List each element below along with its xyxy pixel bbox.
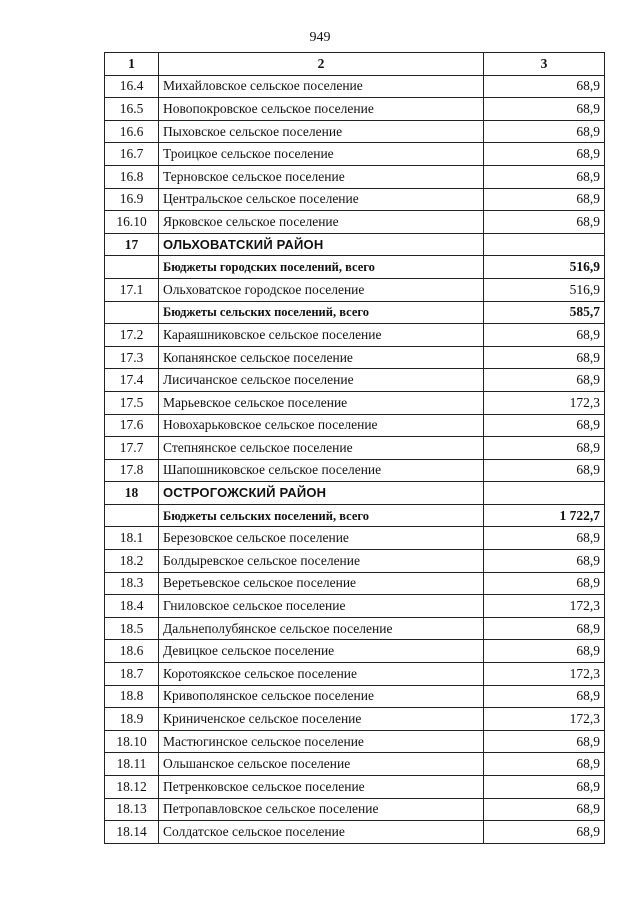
row-number: 18.9 — [105, 708, 159, 731]
row-number: 16.8 — [105, 165, 159, 188]
table-row — [105, 437, 605, 460]
total-row — [105, 256, 605, 279]
row-number: 18.3 — [105, 572, 159, 595]
row-name: Коротоякское сельское поселение — [159, 663, 484, 686]
table-row — [105, 572, 605, 595]
row-number: 18.1 — [105, 527, 159, 550]
row-number: 17.1 — [105, 278, 159, 301]
row-value: 68,9 — [484, 821, 605, 844]
table-row — [105, 617, 605, 640]
row-number: 17.3 — [105, 346, 159, 369]
row-value: 585,7 — [484, 301, 605, 324]
row-value: 68,9 — [484, 527, 605, 550]
table-row — [105, 414, 605, 437]
row-number — [105, 301, 159, 324]
row-name: Дальнеполубянское сельское поселение — [159, 617, 484, 640]
row-value: 68,9 — [484, 120, 605, 143]
table-row — [105, 165, 605, 188]
row-number: 16.7 — [105, 143, 159, 166]
table-row — [105, 391, 605, 414]
row-name: ОСТРОГОЖСКИЙ РАЙОН — [159, 482, 484, 505]
row-name: Ольшанское сельское поселение — [159, 753, 484, 776]
row-name: Мастюгинское сельское поселение — [159, 730, 484, 753]
total-row — [105, 301, 605, 324]
row-value: 68,9 — [484, 459, 605, 482]
table-row — [105, 550, 605, 573]
column-header-value: 3 — [484, 53, 605, 76]
row-value: 68,9 — [484, 165, 605, 188]
row-value: 68,9 — [484, 617, 605, 640]
row-value: 68,9 — [484, 346, 605, 369]
table-row — [105, 188, 605, 211]
row-value: 68,9 — [484, 730, 605, 753]
table-row — [105, 346, 605, 369]
row-name: Марьевское сельское поселение — [159, 391, 484, 414]
table-row — [105, 821, 605, 844]
row-number: 18.8 — [105, 685, 159, 708]
row-number: 18.4 — [105, 595, 159, 618]
table-row — [105, 369, 605, 392]
row-name: Бюджеты сельских поселений, всего — [159, 301, 484, 324]
table-row — [105, 75, 605, 98]
row-number: 16.10 — [105, 211, 159, 234]
row-value: 68,9 — [484, 437, 605, 460]
table-row — [105, 459, 605, 482]
row-value: 172,3 — [484, 391, 605, 414]
row-value: 1 722,7 — [484, 504, 605, 527]
table-header-row — [105, 53, 605, 76]
row-value: 68,9 — [484, 98, 605, 121]
row-name: ОЛЬХОВАТСКИЙ РАЙОН — [159, 233, 484, 256]
row-name: Михайловское сельское поселение — [159, 75, 484, 98]
row-number: 17.6 — [105, 414, 159, 437]
table-row — [105, 685, 605, 708]
table-row — [105, 278, 605, 301]
row-number — [105, 256, 159, 279]
table-row — [105, 753, 605, 776]
row-name: Ярковское сельское поселение — [159, 211, 484, 234]
row-value: 68,9 — [484, 798, 605, 821]
row-value: 68,9 — [484, 640, 605, 663]
row-name: Криниченское сельское поселение — [159, 708, 484, 731]
row-number: 16.5 — [105, 98, 159, 121]
row-value: 172,3 — [484, 595, 605, 618]
row-number: 17.4 — [105, 369, 159, 392]
row-value — [484, 482, 605, 505]
row-name: Пыховское сельское поселение — [159, 120, 484, 143]
row-name: Девицкое сельское поселение — [159, 640, 484, 663]
row-number: 18.5 — [105, 617, 159, 640]
row-value: 172,3 — [484, 708, 605, 731]
table-row — [105, 595, 605, 618]
row-name: Шапошниковское сельское поселение — [159, 459, 484, 482]
row-name: Лисичанское сельское поселение — [159, 369, 484, 392]
row-value: 68,9 — [484, 211, 605, 234]
row-name: Веретьевское сельское поселение — [159, 572, 484, 595]
row-number: 16.6 — [105, 120, 159, 143]
table-row — [105, 143, 605, 166]
row-number: 16.9 — [105, 188, 159, 211]
table-row — [105, 211, 605, 234]
budget-table — [104, 52, 605, 844]
row-name: Бюджеты городских поселений, всего — [159, 256, 484, 279]
row-number — [105, 504, 159, 527]
row-name: Болдыревское сельское поселение — [159, 550, 484, 573]
row-number: 18 — [105, 482, 159, 505]
table-row — [105, 663, 605, 686]
row-name: Солдатское сельское поселение — [159, 821, 484, 844]
row-name: Гниловское сельское поселение — [159, 595, 484, 618]
row-number: 17.7 — [105, 437, 159, 460]
table-row — [105, 798, 605, 821]
row-value: 516,9 — [484, 256, 605, 279]
row-number: 16.4 — [105, 75, 159, 98]
row-value — [484, 233, 605, 256]
row-name: Петренковское сельское поселение — [159, 776, 484, 799]
row-name: Березовское сельское поселение — [159, 527, 484, 550]
row-number: 18.14 — [105, 821, 159, 844]
row-name: Петропавловское сельское поселение — [159, 798, 484, 821]
table-row — [105, 640, 605, 663]
row-value: 68,9 — [484, 753, 605, 776]
row-number: 17.2 — [105, 324, 159, 347]
table-row — [105, 730, 605, 753]
row-value: 516,9 — [484, 278, 605, 301]
row-name: Новопокровское сельское поселение — [159, 98, 484, 121]
row-number: 18.10 — [105, 730, 159, 753]
row-number: 17 — [105, 233, 159, 256]
row-number: 18.2 — [105, 550, 159, 573]
row-name: Центральское сельское поселение — [159, 188, 484, 211]
row-value: 68,9 — [484, 414, 605, 437]
row-name: Терновское сельское поселение — [159, 165, 484, 188]
row-value: 68,9 — [484, 776, 605, 799]
row-number: 18.11 — [105, 753, 159, 776]
row-value: 68,9 — [484, 685, 605, 708]
column-header-number: 1 — [105, 53, 159, 76]
table-row — [105, 324, 605, 347]
row-value: 68,9 — [484, 188, 605, 211]
row-value: 68,9 — [484, 369, 605, 392]
row-number: 18.7 — [105, 663, 159, 686]
row-number: 18.6 — [105, 640, 159, 663]
row-value: 68,9 — [484, 143, 605, 166]
row-value: 68,9 — [484, 550, 605, 573]
column-header-name: 2 — [159, 53, 484, 76]
table-row — [105, 776, 605, 799]
table-row — [105, 527, 605, 550]
row-number: 17.5 — [105, 391, 159, 414]
district-row — [105, 233, 605, 256]
total-row — [105, 504, 605, 527]
row-name: Троицкое сельское поселение — [159, 143, 484, 166]
district-row — [105, 482, 605, 505]
row-name: Ольховатское городское поселение — [159, 278, 484, 301]
row-name: Кривополянское сельское поселение — [159, 685, 484, 708]
table-row — [105, 98, 605, 121]
row-name: Караяшниковское сельское поселение — [159, 324, 484, 347]
table-body — [105, 75, 605, 843]
row-number: 17.8 — [105, 459, 159, 482]
row-value: 172,3 — [484, 663, 605, 686]
row-name: Копанянское сельское поселение — [159, 346, 484, 369]
table-row — [105, 708, 605, 731]
row-value: 68,9 — [484, 75, 605, 98]
row-value: 68,9 — [484, 324, 605, 347]
row-name: Степнянское сельское поселение — [159, 437, 484, 460]
page-number: 949 — [309, 30, 331, 45]
row-number: 18.12 — [105, 776, 159, 799]
row-number: 18.13 — [105, 798, 159, 821]
table-row — [105, 120, 605, 143]
row-name: Бюджеты сельских поселений, всего — [159, 504, 484, 527]
row-name: Новохарьковское сельское поселение — [159, 414, 484, 437]
row-value: 68,9 — [484, 572, 605, 595]
